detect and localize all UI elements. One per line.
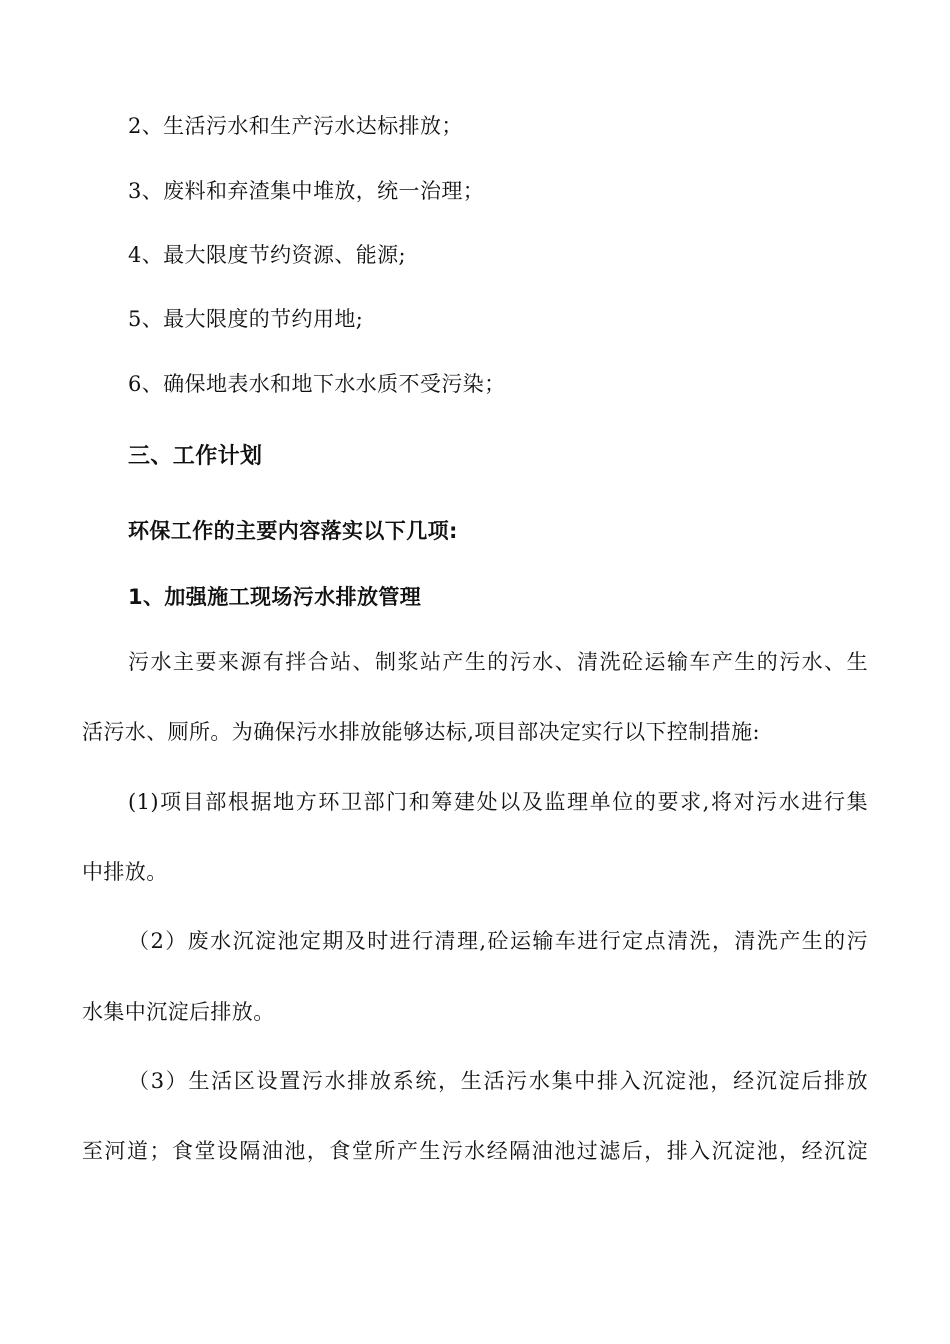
list-item: 5、最大限度的节约用地;	[128, 307, 364, 331]
paragraph-line: 中排放。	[82, 860, 168, 884]
paragraph-line: 水集中沉淀后排放。	[82, 1000, 275, 1024]
paragraph-line: 活污水、厕所。为确保污水排放能够达标,项目部决定实行以下控制措施:	[82, 720, 760, 744]
list-item: 2、生活污水和生产污水达标排放；	[128, 114, 463, 138]
paragraph-line: (1)项目部根据地方环卫部门和筹建处以及监理单位的要求,将对污水进行集	[128, 790, 868, 814]
section-heading: 三、工作计划	[128, 444, 263, 469]
paragraph-line: 至河道；食堂设隔油池，食堂所产生污水经隔油池过滤后，排入沉淀池，经沉淀	[82, 1139, 868, 1163]
list-item: 3、废料和弃渣集中堆放，统一治理；	[128, 179, 485, 203]
list-item: 4、最大限度节约资源、能源;	[128, 243, 407, 267]
paragraph-line: （2）废水沉淀池定期及时进行清理,砼运输车进行定点清洗，清洗产生的污	[128, 929, 868, 953]
list-item: 6、确保地表水和地下水水质不受污染；	[128, 372, 506, 396]
paragraph-line: 污水主要来源有拌合站、制浆站产生的污水、清洗砼运输车产生的污水、生	[128, 650, 868, 674]
paragraph-line: （3）生活区设置污水排放系统，生活污水集中排入沉淀池，经沉淀后排放	[128, 1069, 868, 1093]
subheading: 1、加强施工现场污水排放管理	[128, 585, 422, 609]
intro-text: 环保工作的主要内容落实以下几项:	[128, 519, 458, 543]
